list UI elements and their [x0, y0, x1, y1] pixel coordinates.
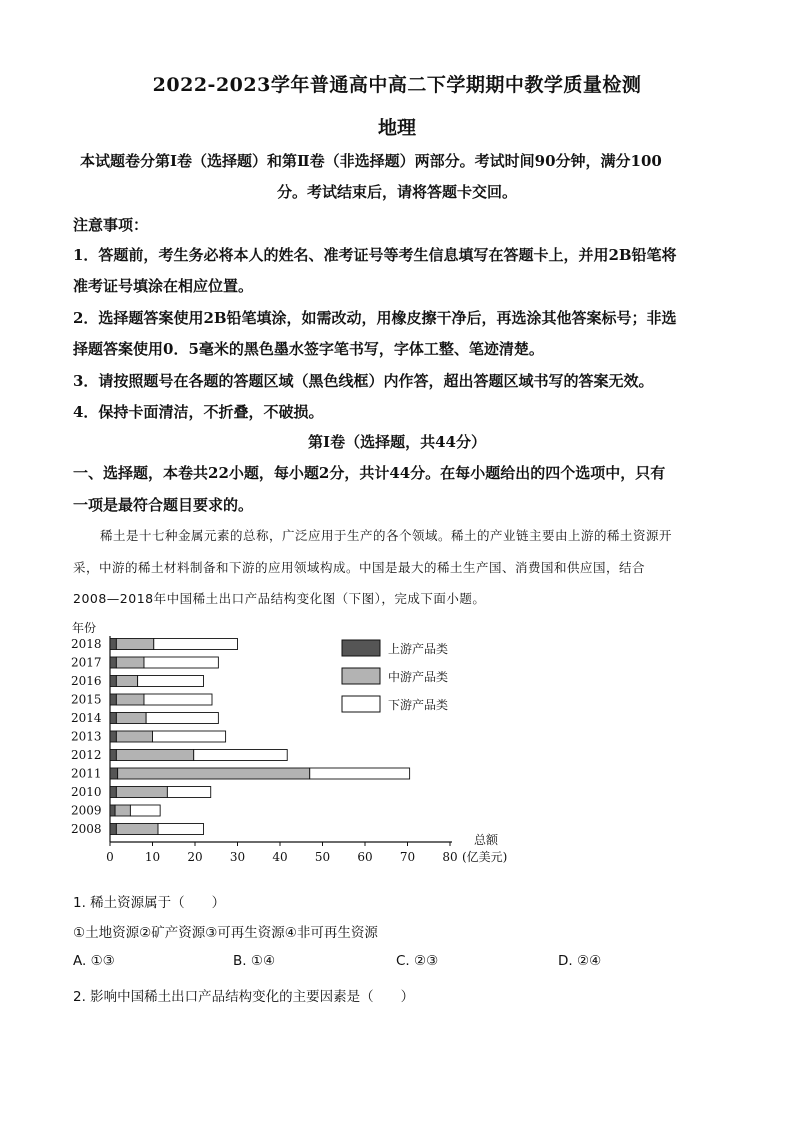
bar-2009-series-0 [110, 805, 115, 816]
bar-2008-series-2 [158, 824, 203, 835]
bar-2011-series-0 [110, 768, 118, 779]
bar-2016-series-2 [138, 676, 204, 687]
x-tick-label-0: 0 [106, 850, 114, 864]
exam-subject: 地理 [377, 117, 416, 139]
passage-line-3: 2008—2018年中国稀土出口产品结构变化图（下图），完成下面小题。 [73, 591, 486, 606]
bar-2009-series-1 [115, 805, 130, 816]
bar-2015-series-2 [144, 694, 212, 705]
question-1-option-c[interactable]: C. ②③ [396, 953, 439, 969]
x-axis-label-line-1: 总额 [474, 833, 499, 847]
notice-item-1-line-1: 1．答题前，考生务必将本人的姓名、准考证号等考生信息填写在答题卡上，并用2B铅笔将 [73, 246, 677, 264]
bar-2010-series-1 [116, 787, 167, 798]
bar-2015-series-0 [110, 694, 116, 705]
bar-2018-series-2 [154, 639, 238, 650]
legend-label-1: 中游产品类 [388, 670, 449, 684]
question-2-stem: 2. 影响中国稀土出口产品结构变化的主要因素是（ ） [73, 989, 415, 1005]
intro-line-1: 本试题卷分第Ⅰ卷（选择题）和第Ⅱ卷（非选择题）两部分。考试时间90分钟，满分100 [80, 152, 662, 170]
question-1-option-a[interactable]: A. ①③ [73, 953, 115, 969]
y-tick-label-2008: 2008 [71, 822, 102, 836]
bar-2011-series-1 [118, 768, 310, 779]
y-tick-label-2018: 2018 [71, 637, 102, 651]
bar-2015-series-1 [116, 694, 144, 705]
rare-earth-export-chart [68, 618, 528, 868]
bar-2016-series-1 [116, 676, 137, 687]
bar-2012-series-2 [194, 750, 288, 761]
bar-2011-series-2 [310, 768, 410, 779]
y-tick-label-2009: 2009 [71, 803, 102, 818]
intro-line-2: 分。考试结束后，请将答题卡交回。 [276, 183, 517, 201]
bar-2018-series-1 [116, 639, 153, 650]
bar-2017-series-2 [144, 657, 218, 668]
bar-2017-series-0 [110, 657, 116, 668]
bar-2017-series-1 [116, 657, 144, 668]
question-1-option-b[interactable]: B. ①④ [233, 953, 276, 969]
notice-item-4: 4．保持卡面清洁，不折叠，不破损。 [73, 403, 324, 421]
notice-item-2-line-1: 2．选择题答案使用2B铅笔填涂，如需改动，用橡皮擦干净后，再选涂其他答案标号；非选 [73, 309, 677, 327]
bar-2009-series-2 [130, 805, 160, 816]
x-tick-label-40: 40 [272, 850, 288, 864]
y-tick-label-2015: 2015 [71, 692, 102, 707]
bar-2012-series-1 [116, 750, 193, 761]
y-tick-label-2014: 2014 [71, 711, 102, 725]
question-1-statements: ①土地资源②矿产资源③可再生资源④非可再生资源 [73, 925, 378, 941]
x-tick-label-10: 10 [144, 850, 161, 864]
legend-swatch-0 [342, 640, 380, 656]
question-1-stem: 1. 稀土资源属于（ ） [73, 895, 226, 911]
bar-2008-series-1 [116, 824, 158, 835]
section1-line-2: 一项是最符合题目要求的。 [73, 496, 254, 514]
bar-2014-series-1 [116, 713, 146, 724]
y-axis-label: 年份 [72, 621, 97, 635]
section1-line-1: 一、选择题，本卷共22小题，每小题2分，共计44分。在每小题给出的四个选项中，只有 [73, 464, 666, 482]
x-tick-label-60: 60 [357, 850, 373, 864]
y-tick-label-2010: 2010 [71, 785, 102, 799]
y-tick-label-2017: 2017 [71, 655, 102, 670]
exam-title: 2022-2023学年普通高中高二下学期期中教学质量检测 [152, 74, 642, 96]
y-tick-label-2013: 2013 [71, 729, 102, 744]
y-tick-label-2011: 2011 [71, 766, 102, 781]
legend-swatch-2 [342, 696, 380, 712]
bar-2010-series-2 [167, 787, 210, 798]
legend-label-2: 下游产品类 [388, 698, 449, 712]
part1-heading: 第Ⅰ卷（选择题，共44分） [308, 433, 486, 451]
bar-2010-series-0 [110, 787, 116, 798]
question-1-option-d[interactable]: D. ②④ [558, 953, 602, 969]
legend-label-0: 上游产品类 [388, 642, 449, 656]
bar-2018-series-0 [110, 639, 116, 650]
x-tick-label-70: 70 [399, 850, 416, 864]
bar-2012-series-0 [110, 750, 116, 761]
y-tick-label-2016: 2016 [71, 674, 102, 688]
passage-line-2: 采，中游的稀土材料制备和下游的应用领域构成。中国是最大的稀土生产国、消费国和供应国，结合 [73, 560, 646, 575]
notice-item-2-line-2: 择题答案使用0．5毫米的黑色墨水签字笔书写，字体工整、笔迹清楚。 [73, 340, 544, 358]
x-axis-label-line-2: (亿美元) [462, 850, 508, 864]
x-tick-label-80: 80 [442, 850, 458, 864]
y-tick-label-2012: 2012 [71, 748, 102, 762]
x-tick-label-50: 50 [314, 850, 331, 864]
bar-2008-series-0 [110, 824, 116, 835]
notice-item-1-line-2: 准考证号填涂在相应位置。 [73, 277, 254, 295]
passage-line-1: 稀土是十七种金属元素的总称，广泛应用于生产的各个领域。稀土的产业链主要由上游的稀土资源开 [100, 528, 673, 543]
legend-swatch-1 [342, 668, 380, 684]
bar-2016-series-0 [110, 676, 116, 687]
bar-2014-series-0 [110, 713, 116, 724]
bar-2014-series-2 [146, 713, 218, 724]
notice-title: 注意事项： [73, 216, 149, 234]
bar-2013-series-2 [153, 731, 226, 742]
bar-2013-series-1 [116, 731, 152, 742]
bar-2013-series-0 [110, 731, 116, 742]
notice-item-3: 3．请按照题号在各题的答题区域（黑色线框）内作答，超出答题区域书写的答案无效。 [73, 372, 654, 390]
x-tick-label-30: 30 [229, 850, 246, 864]
x-tick-label-20: 20 [187, 850, 203, 864]
